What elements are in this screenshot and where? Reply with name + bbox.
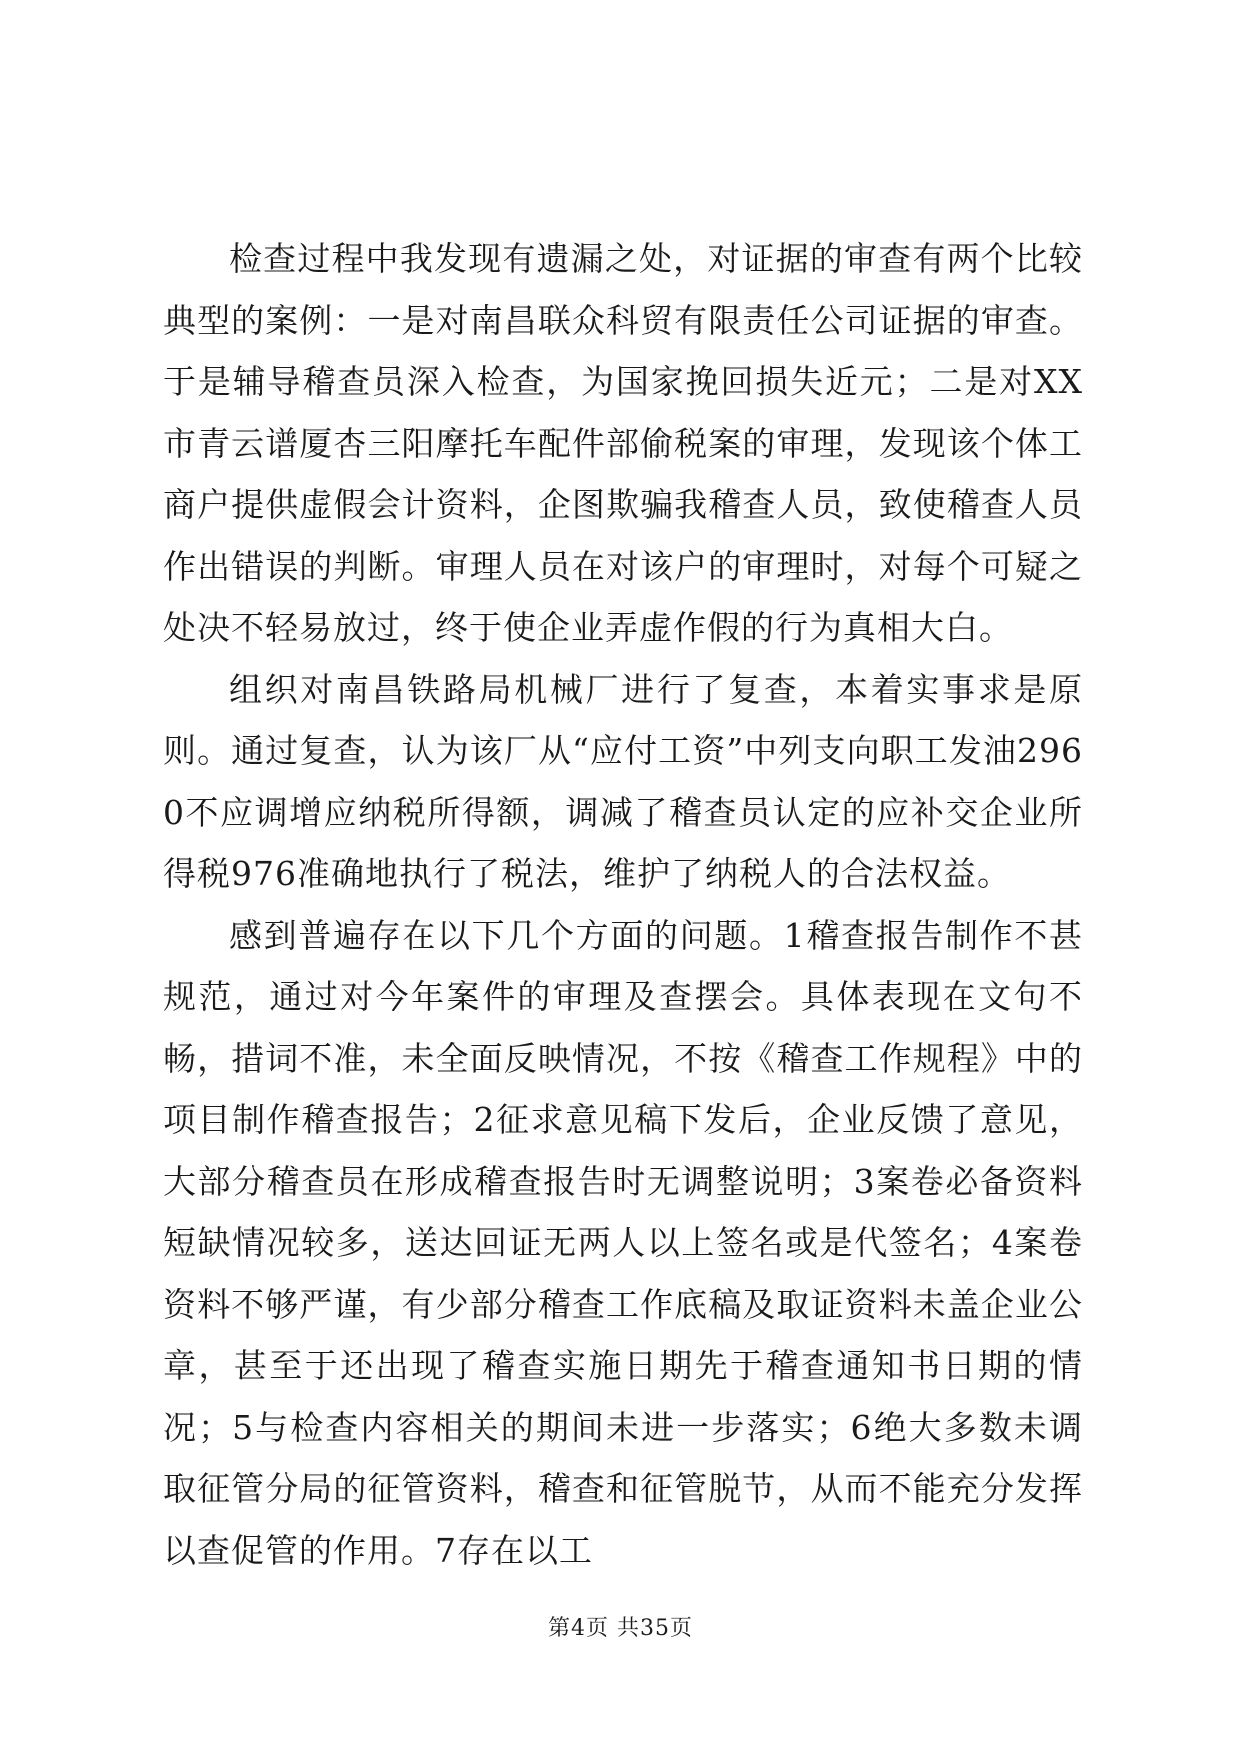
paragraph-2: 组织对南昌铁路局机械厂进行了复查，本着实事求是原则。通过复查，认为该厂从“应付工资”中列支向职工发油2960不应调增应纳税所得额，调减了稽查员认定的应补交企业所得税976准确地执行了税法，维护了纳税人的合法权益。 xyxy=(163,669,1083,893)
paragraph-3: 感到普遍存在以下几个方面的问题。1稽查报告制作不甚规范，通过对今年案件的审理及查摆会。具体表现在文句不畅，措词不准，未全面反映情况，不按《稽查工作规程》中的项目制作稽查报告；2征求意见稿下发后，企业反馈了意见，大部分稽查员在形成稽查报告时无调整说明；3案卷必备资料短缺情况较多，送达回证无两人以上签名或是代签名；4案卷资料不够严谨，有少部分稽查工作底稿及取证资料未盖企业公章，甚至于还出现了稽查实施日期先于稽查通知书日期的情况；5与检查内容相关的期间未进一步落实；6绝大多数未调取征管分局的征管资料，稽查和征管脱节，从而不能充分发挥以查促管的作用。7存在以工 xyxy=(163,915,1083,1570)
paragraph-1: 检查过程中我发现有遗漏之处，对证据的审查有两个比较典型的案例：一是对南昌联众科贸有限责任公司证据的审查。于是辅导稽查员深入检查，为国家挽回损失近元；二是对XX市青云谱厦杏三阳摩托车配件部偷税案的审理，发现该个体工商户提供虚假会计资料，企图欺骗我稽查人员，致使稽查人员作出错误的判断。审理人员在对该户的审理时，对每个可疑之处决不轻易放过，终于使企业弄虚作假的行为真相大白。 xyxy=(163,239,1083,647)
document-body xyxy=(163,228,1083,1581)
page-number-footer: 第4页 共35页 xyxy=(548,1616,693,1641)
